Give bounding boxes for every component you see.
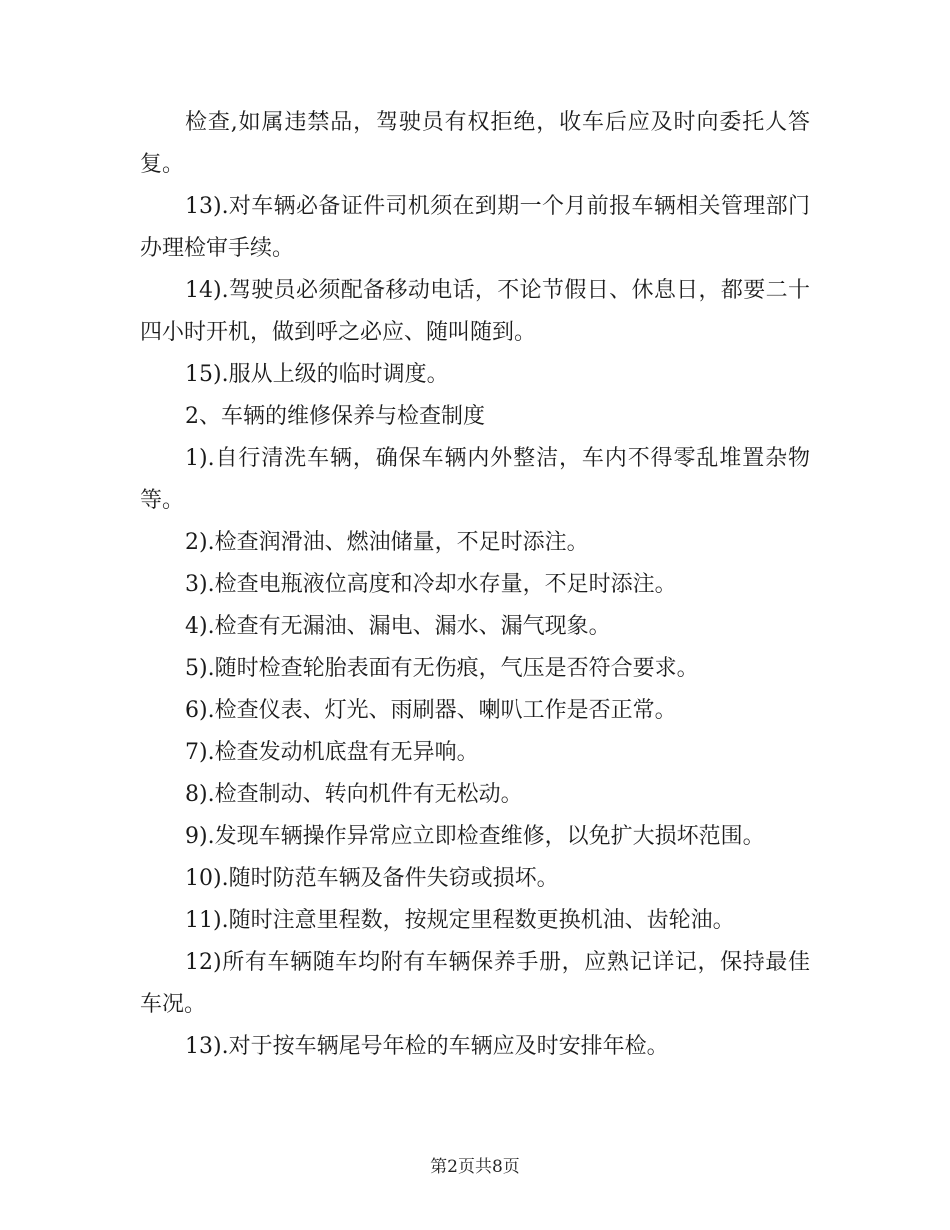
paragraph: 7).检查发动机底盘有无异响。 — [185, 740, 479, 765]
paragraph: 13).对于按车辆尾号年检的车辆应及时安排年检。 — [185, 1034, 669, 1059]
paragraph: 14).驾驶员必须配备移动电话，不论节假日、休息日，都要二十四小时开机，做到呼之必应、随叫随到。 — [140, 278, 810, 345]
paragraph: 12)所有车辆随车均附有车辆保养手册，应熟记详记，保持最佳车况。 — [140, 950, 810, 1017]
paragraph: 2).检查润滑油、燃油储量，不足时添注。 — [185, 530, 589, 555]
paragraph: 9).发现车辆操作异常应立即检查维修，以免扩大损坏范围。 — [185, 824, 765, 849]
paragraph: 1).自行清洗车辆，确保车辆内外整洁，车内不得零乱堆置杂物等。 — [140, 446, 810, 513]
paragraph: 10).随时防范车辆及备件失窃或损坏。 — [185, 866, 559, 891]
paragraph: 11).随时注意里程数，按规定里程数更换机油、齿轮油。 — [185, 908, 735, 933]
paragraph: 6).检查仪表、灯光、雨刷器、喇叭工作是否正常。 — [185, 698, 677, 723]
paragraph: 3).检查电瓶液位高度和冷却水存量，不足时添注。 — [185, 572, 677, 597]
paragraph: 13).对车辆必备证件司机须在到期一个月前报车辆相关管理部门办理检审手续。 — [140, 194, 810, 261]
paragraph: 8).检查制动、转向机件有无松动。 — [185, 782, 523, 807]
section-heading: 2、车辆的维修保养与检查制度 — [185, 404, 485, 429]
document-body — [140, 102, 810, 1068]
paragraph: 4).检查有无漏油、漏电、漏水、漏气现象。 — [185, 614, 611, 639]
paragraph: 15).服从上级的临时调度。 — [185, 362, 449, 387]
paragraph: 检查,如属违禁品，驾驶员有权拒绝，收车后应及时向委托人答复。 — [140, 110, 810, 177]
paragraph: 5).随时检查轮胎表面有无伤痕，气压是否符合要求。 — [185, 656, 699, 681]
page-number-footer: 第2页共8页 — [430, 1157, 520, 1177]
